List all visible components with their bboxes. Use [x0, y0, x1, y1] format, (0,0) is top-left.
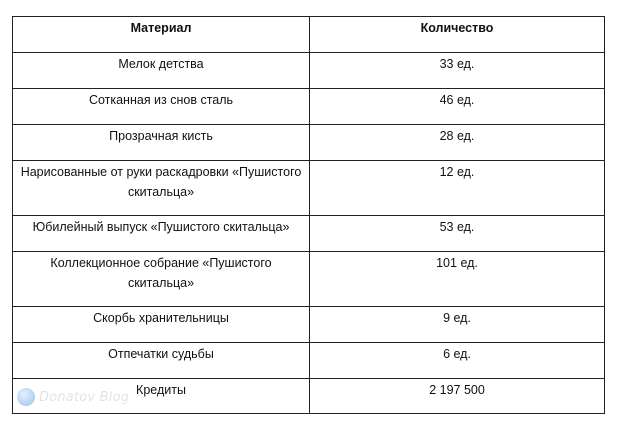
header-quantity: Количество — [310, 17, 605, 53]
table-row — [13, 53, 605, 89]
material-cell: Мелок детства — [13, 53, 310, 89]
table-header-row — [13, 17, 605, 53]
quantity-cell: 12 ед. — [310, 161, 605, 216]
material-cell: Нарисованные от руки раскадровки «Пушистого скитальца» — [13, 161, 310, 216]
material-cell: Сотканная из снов сталь — [13, 89, 310, 125]
quantity-cell: 46 ед. — [310, 89, 605, 125]
material-cell: Коллекционное собрание «Пушистого скитальца» — [13, 252, 310, 307]
table-row — [13, 89, 605, 125]
materials-table-container — [12, 16, 604, 414]
material-cell: Прозрачная кисть — [13, 125, 310, 161]
blue-gem-icon — [17, 388, 35, 406]
table-row — [13, 125, 605, 161]
table-row — [13, 216, 605, 252]
table-row — [13, 161, 605, 216]
quantity-cell: 6 ед. — [310, 343, 605, 379]
watermark — [17, 386, 129, 408]
material-cell: Юбилейный выпуск «Пушистого скитальца» — [13, 216, 310, 252]
watermark-text: Donatov Blog — [39, 389, 130, 405]
material-cell: Отпечатки судьбы — [13, 343, 310, 379]
table-row — [13, 307, 605, 343]
quantity-cell: 53 ед. — [310, 216, 605, 252]
quantity-cell: 101 ед. — [310, 252, 605, 307]
quantity-cell: 33 ед. — [310, 53, 605, 89]
quantity-cell: 2 197 500 — [310, 379, 605, 414]
quantity-cell: 9 ед. — [310, 307, 605, 343]
material-cell: Скорбь хранительницы — [13, 307, 310, 343]
header-material: Материал — [13, 17, 310, 53]
quantity-cell: 28 ед. — [310, 125, 605, 161]
material-cell: Кредиты — [13, 379, 310, 414]
table-row — [13, 343, 605, 379]
materials-table — [12, 16, 605, 414]
table-row — [13, 252, 605, 307]
